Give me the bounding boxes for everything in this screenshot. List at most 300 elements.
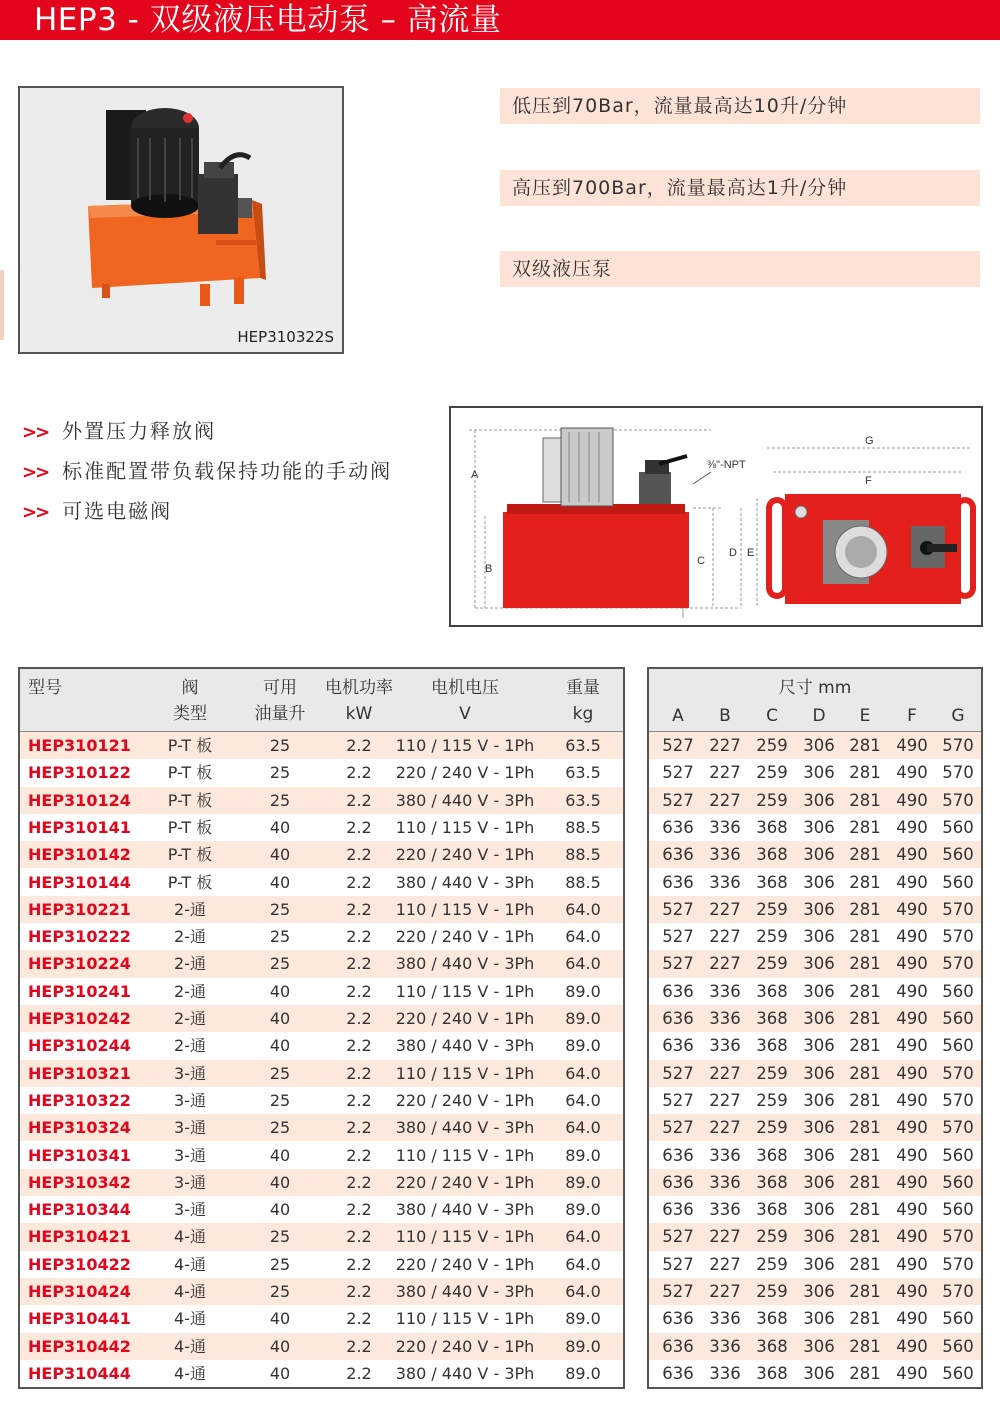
- table-row: [649, 1005, 981, 1032]
- cell-dim-e: 281: [849, 1227, 881, 1247]
- cell-dim-a: 636: [662, 1036, 694, 1056]
- cell-dim-b: 336: [709, 1036, 741, 1056]
- cell-dim-e: 281: [849, 1254, 881, 1274]
- cell-weight: 89.0: [565, 1036, 601, 1056]
- cell-dim-f: 490: [896, 899, 928, 919]
- cell-voltage: 110 / 115 V - 1Ph: [395, 1145, 535, 1165]
- cell-dim-f: 490: [896, 927, 928, 947]
- cell-voltage: 380 / 440 V - 3Ph: [395, 1118, 535, 1138]
- cell-valve: 3-通: [174, 1145, 206, 1165]
- table-row: [649, 1196, 981, 1223]
- cell-dim-b: 336: [709, 1172, 741, 1192]
- cell-dim-g: 560: [942, 1200, 974, 1220]
- cell-dim-b: 227: [709, 1282, 741, 1301]
- cell-power: 2.2: [346, 1118, 372, 1138]
- cell-voltage: 380 / 440 V - 3Ph: [395, 1036, 535, 1056]
- cell-dim-g: 570: [942, 763, 974, 783]
- header-voltage: 电机电压: [431, 678, 499, 698]
- cell-dim-g: 570: [942, 1254, 974, 1274]
- table-row: [649, 950, 981, 977]
- table-row: [20, 814, 623, 841]
- cell-dim-c: 368: [756, 845, 788, 865]
- cell-dim-d: 306: [803, 1145, 835, 1165]
- cell-dim-g: 560: [942, 1036, 974, 1056]
- cell-valve: P-T 板: [167, 763, 213, 783]
- cell-dim-c: 259: [756, 1282, 788, 1301]
- table-row: [20, 896, 623, 923]
- cell-dim-d: 306: [803, 1254, 835, 1274]
- header-power-unit: kW: [345, 704, 373, 724]
- cell-dim-b: 336: [709, 1200, 741, 1220]
- cell-dim-g: 560: [942, 1363, 974, 1383]
- cell-voltage: 110 / 115 V - 1Ph: [395, 1309, 535, 1329]
- cell-dim-b: 227: [709, 1063, 741, 1083]
- cell-model: HEP310224: [28, 954, 131, 974]
- table-row: [649, 896, 981, 923]
- npt-label: ⅜"-NPT: [707, 459, 746, 471]
- cell-model: HEP310441: [28, 1309, 131, 1329]
- pump-photo-illustration: [20, 88, 342, 352]
- cell-power: 2.2: [346, 1227, 372, 1247]
- cell-oil: 25: [269, 1063, 291, 1083]
- cell-dim-f: 490: [896, 1309, 928, 1329]
- cell-dim-c: 259: [756, 736, 788, 755]
- cell-power: 2.2: [346, 790, 372, 810]
- table-row: [20, 1333, 623, 1360]
- cell-oil: 25: [269, 1254, 291, 1274]
- cell-dim-b: 227: [709, 954, 741, 974]
- cell-dim-f: 490: [896, 954, 928, 974]
- cell-valve: 2-通: [174, 1036, 206, 1056]
- cell-model: HEP310324: [28, 1118, 131, 1138]
- table-row: [649, 759, 981, 786]
- bullet-item: [22, 496, 392, 536]
- dimension-header-b: B: [719, 706, 731, 726]
- cell-oil: 40: [269, 1172, 291, 1192]
- cell-valve: 4-通: [174, 1227, 206, 1247]
- title-bar: [0, 0, 1000, 40]
- cell-model: HEP310142: [28, 845, 131, 865]
- table-row: [649, 1305, 981, 1332]
- cell-dim-g: 560: [942, 1336, 974, 1356]
- cell-oil: 25: [269, 1090, 291, 1110]
- dimension-header-f: F: [907, 706, 917, 726]
- table-row: [649, 1060, 981, 1087]
- cell-oil: 25: [269, 1282, 291, 1301]
- cell-dim-f: 490: [896, 1254, 928, 1274]
- cell-dim-c: 368: [756, 1309, 788, 1329]
- cell-dim-e: 281: [849, 1063, 881, 1083]
- cell-power: 2.2: [346, 1200, 372, 1220]
- cell-valve: 2-通: [174, 954, 206, 974]
- cell-dim-a: 527: [662, 1227, 694, 1247]
- cell-dim-g: 570: [942, 790, 974, 810]
- cell-weight: 64.0: [565, 954, 601, 974]
- cell-dim-e: 281: [849, 1200, 881, 1220]
- table-row: [649, 1223, 981, 1250]
- cell-voltage: 220 / 240 V - 1Ph: [395, 1009, 535, 1028]
- cell-power: 2.2: [346, 1309, 372, 1329]
- cell-oil: 40: [269, 1309, 291, 1329]
- cell-dim-d: 306: [803, 845, 835, 865]
- cell-dim-c: 259: [756, 954, 788, 974]
- table-row: [649, 923, 981, 950]
- feature-bullets: [22, 416, 392, 536]
- cell-weight: 88.5: [565, 817, 601, 837]
- cell-weight: 63.5: [565, 736, 601, 755]
- cell-valve: 4-通: [174, 1309, 206, 1329]
- cell-voltage: 110 / 115 V - 1Ph: [395, 1227, 535, 1247]
- cell-dim-b: 336: [709, 1009, 741, 1028]
- dimension-drawing: [451, 408, 981, 625]
- cell-dim-f: 490: [896, 1363, 928, 1383]
- bullet-text: 标准配置带负载保持功能的手动阀: [62, 459, 393, 483]
- cell-dim-b: 336: [709, 817, 741, 837]
- cell-model: HEP310221: [28, 899, 131, 919]
- cell-dim-e: 281: [849, 1009, 881, 1028]
- table-row: [649, 1087, 981, 1114]
- feature-high-pressure: 高压到700Bar，流量最高达1升/分钟: [500, 170, 980, 206]
- cell-oil: 40: [269, 1336, 291, 1356]
- cell-dim-c: 259: [756, 1227, 788, 1247]
- cell-dim-a: 636: [662, 1336, 694, 1356]
- product-photo: [18, 86, 344, 354]
- cell-dim-f: 490: [896, 736, 928, 755]
- cell-dim-d: 306: [803, 817, 835, 837]
- cell-valve: 3-通: [174, 1118, 206, 1138]
- dimension-header-e: E: [859, 706, 871, 726]
- cell-dim-e: 281: [849, 1282, 881, 1301]
- cell-model: HEP310141: [28, 817, 131, 837]
- cell-dim-b: 227: [709, 790, 741, 810]
- table-row: [20, 978, 623, 1005]
- cell-power: 2.2: [346, 817, 372, 837]
- cell-dim-c: 259: [756, 1063, 788, 1083]
- cell-weight: 88.5: [565, 845, 601, 865]
- cell-dim-f: 490: [896, 763, 928, 783]
- cell-weight: 89.0: [565, 1363, 601, 1383]
- cell-dim-d: 306: [803, 736, 835, 755]
- cell-dim-e: 281: [849, 1363, 881, 1383]
- cell-dim-d: 306: [803, 1009, 835, 1028]
- cell-dim-f: 490: [896, 872, 928, 892]
- cell-dim-c: 368: [756, 1336, 788, 1356]
- cell-dim-d: 306: [803, 1090, 835, 1110]
- cell-dim-c: 259: [756, 1254, 788, 1274]
- cell-dim-b: 227: [709, 736, 741, 755]
- cell-weight: 89.0: [565, 1009, 601, 1028]
- cell-dim-a: 527: [662, 1118, 694, 1138]
- cell-dim-d: 306: [803, 899, 835, 919]
- cell-dim-a: 527: [662, 899, 694, 919]
- cell-dim-e: 281: [849, 736, 881, 755]
- cell-valve: 2-通: [174, 981, 206, 1001]
- cell-dim-a: 636: [662, 981, 694, 1001]
- cell-dim-c: 368: [756, 872, 788, 892]
- cell-dim-b: 227: [709, 1254, 741, 1274]
- header-oil: 可用: [263, 678, 297, 698]
- cell-dim-c: 368: [756, 1172, 788, 1192]
- cell-oil: 25: [269, 790, 291, 810]
- cell-weight: 63.5: [565, 763, 601, 783]
- header-weight: 重量: [566, 678, 600, 698]
- bullet-item: [22, 416, 392, 456]
- cell-dim-c: 368: [756, 1200, 788, 1220]
- cell-dim-e: 281: [849, 1118, 881, 1138]
- side-marker: [0, 270, 4, 340]
- table-row: [20, 1169, 623, 1196]
- cell-oil: 25: [269, 954, 291, 974]
- cell-voltage: 110 / 115 V - 1Ph: [395, 1063, 535, 1083]
- cell-model: HEP310342: [28, 1172, 131, 1192]
- cell-power: 2.2: [346, 899, 372, 919]
- table-row: [649, 1142, 981, 1169]
- table-row: [649, 1114, 981, 1141]
- dim-label-a: A: [471, 469, 479, 481]
- cell-valve: P-T 板: [167, 872, 213, 892]
- cell-dim-a: 527: [662, 1063, 694, 1083]
- table-row: [649, 787, 981, 814]
- cell-dim-b: 336: [709, 1145, 741, 1165]
- dim-label-g: G: [865, 435, 874, 447]
- cell-power: 2.2: [346, 1145, 372, 1165]
- cell-dim-d: 306: [803, 872, 835, 892]
- cell-voltage: 110 / 115 V - 1Ph: [395, 736, 535, 755]
- table-row: [649, 869, 981, 896]
- cell-dim-b: 227: [709, 1090, 741, 1110]
- cell-oil: 40: [269, 981, 291, 1001]
- cell-dim-b: 227: [709, 1227, 741, 1247]
- cell-dim-f: 490: [896, 1118, 928, 1138]
- cell-dim-b: 336: [709, 981, 741, 1001]
- cell-dim-b: 227: [709, 927, 741, 947]
- table-row: [20, 1060, 623, 1087]
- dimension-header-a: A: [672, 706, 684, 726]
- cell-voltage: 110 / 115 V - 1Ph: [395, 817, 535, 837]
- cell-dim-c: 259: [756, 790, 788, 810]
- cell-dim-a: 636: [662, 845, 694, 865]
- cell-voltage: 380 / 440 V - 3Ph: [395, 954, 535, 974]
- cell-dim-a: 527: [662, 1090, 694, 1110]
- cell-valve: 3-通: [174, 1172, 206, 1192]
- cell-dim-f: 490: [896, 790, 928, 810]
- cell-dim-e: 281: [849, 1172, 881, 1192]
- dim-label-d: D: [729, 547, 737, 559]
- cell-power: 2.2: [346, 845, 372, 865]
- cell-dim-g: 570: [942, 927, 974, 947]
- dimension-table-header: [649, 669, 981, 732]
- cell-dim-d: 306: [803, 981, 835, 1001]
- table-row: [649, 1360, 981, 1387]
- cell-valve: P-T 板: [167, 790, 213, 810]
- header-power: 电机功率: [325, 678, 393, 698]
- cell-power: 2.2: [346, 1172, 372, 1192]
- cell-valve: 4-通: [174, 1363, 206, 1383]
- cell-voltage: 380 / 440 V - 3Ph: [395, 1200, 535, 1220]
- cell-dim-a: 527: [662, 927, 694, 947]
- cell-dim-a: 527: [662, 1254, 694, 1274]
- cell-power: 2.2: [346, 1336, 372, 1356]
- cell-dim-f: 490: [896, 1145, 928, 1165]
- dim-label-c: C: [697, 555, 705, 567]
- cell-dim-d: 306: [803, 954, 835, 974]
- feature-low-pressure: 低压到70Bar，流量最高达10升/分钟: [500, 88, 980, 124]
- cell-dim-c: 368: [756, 1145, 788, 1165]
- cell-model: HEP310321: [28, 1063, 131, 1083]
- cell-dim-f: 490: [896, 1282, 928, 1301]
- cell-dim-d: 306: [803, 1227, 835, 1247]
- cell-dim-f: 490: [896, 1172, 928, 1192]
- cell-power: 2.2: [346, 954, 372, 974]
- table-row: [20, 1114, 623, 1141]
- cell-dim-a: 636: [662, 1172, 694, 1192]
- cell-oil: 40: [269, 845, 291, 865]
- cell-weight: 64.0: [565, 1118, 601, 1138]
- cell-dim-e: 281: [849, 845, 881, 865]
- cell-model: HEP310121: [28, 736, 131, 755]
- table-row: [20, 1251, 623, 1278]
- cell-dim-b: 336: [709, 872, 741, 892]
- cell-dim-g: 570: [942, 1090, 974, 1110]
- cell-dim-f: 490: [896, 1090, 928, 1110]
- table-row: [20, 869, 623, 896]
- cell-power: 2.2: [346, 1063, 372, 1083]
- cell-oil: 40: [269, 1363, 291, 1383]
- cell-dim-a: 636: [662, 817, 694, 837]
- cell-voltage: 220 / 240 V - 1Ph: [395, 927, 535, 947]
- table-row: [20, 1142, 623, 1169]
- cell-model: HEP310444: [28, 1363, 131, 1383]
- cell-dim-d: 306: [803, 790, 835, 810]
- cell-dim-f: 490: [896, 1227, 928, 1247]
- cell-dim-f: 490: [896, 817, 928, 837]
- cell-dim-b: 336: [709, 1336, 741, 1356]
- cell-dim-d: 306: [803, 1063, 835, 1083]
- table-row: [20, 787, 623, 814]
- cell-power: 2.2: [346, 1282, 372, 1301]
- cell-oil: 25: [269, 899, 291, 919]
- cell-weight: 89.0: [565, 1172, 601, 1192]
- cell-oil: 25: [269, 1227, 291, 1247]
- cell-dim-d: 306: [803, 1172, 835, 1192]
- table-row: [20, 732, 623, 759]
- cell-dim-d: 306: [803, 927, 835, 947]
- cell-oil: 40: [269, 872, 291, 892]
- chevron-icon: >>: [22, 462, 49, 483]
- dimension-header-d: D: [812, 706, 826, 726]
- cell-dim-b: 336: [709, 1309, 741, 1329]
- cell-dim-a: 527: [662, 736, 694, 755]
- cell-dim-c: 368: [756, 1363, 788, 1383]
- cell-voltage: 380 / 440 V - 3Ph: [395, 1282, 535, 1301]
- table-row: [20, 1305, 623, 1332]
- cell-valve: 4-通: [174, 1336, 206, 1356]
- cell-model: HEP310341: [28, 1145, 131, 1165]
- cell-voltage: 220 / 240 V - 1Ph: [395, 845, 535, 865]
- table-row: [649, 1032, 981, 1059]
- cell-model: HEP310144: [28, 872, 131, 892]
- cell-dim-f: 490: [896, 1009, 928, 1028]
- cell-voltage: 220 / 240 V - 1Ph: [395, 1090, 535, 1110]
- cell-power: 2.2: [346, 736, 372, 755]
- cell-dim-a: 527: [662, 1282, 694, 1301]
- header-valve: 阀: [181, 678, 199, 698]
- header-voltage-unit: V: [459, 704, 471, 724]
- cell-dim-e: 281: [849, 1336, 881, 1356]
- cell-dim-g: 560: [942, 1009, 974, 1028]
- table-row: [649, 1333, 981, 1360]
- cell-dim-e: 281: [849, 1309, 881, 1329]
- cell-valve: P-T 板: [167, 845, 213, 865]
- cell-valve: 4-通: [174, 1254, 206, 1274]
- cell-dim-g: 560: [942, 981, 974, 1001]
- feature-two-stage: 双级液压泵: [500, 251, 980, 287]
- cell-oil: 40: [269, 1009, 291, 1028]
- cell-dim-e: 281: [849, 954, 881, 974]
- cell-weight: 88.5: [565, 872, 601, 892]
- cell-valve: 2-通: [174, 1009, 206, 1028]
- table-row: [20, 1087, 623, 1114]
- cell-model: HEP310222: [28, 927, 131, 947]
- cell-dim-b: 336: [709, 1363, 741, 1383]
- cell-dim-a: 636: [662, 1309, 694, 1329]
- cell-voltage: 110 / 115 V - 1Ph: [395, 899, 535, 919]
- cell-voltage: 220 / 240 V - 1Ph: [395, 1172, 535, 1192]
- photo-caption: HEP310322S: [237, 328, 334, 346]
- cell-weight: 89.0: [565, 1200, 601, 1220]
- dim-label-f: F: [865, 475, 872, 487]
- cell-dim-a: 527: [662, 763, 694, 783]
- cell-power: 2.2: [346, 763, 372, 783]
- cell-model: HEP310422: [28, 1254, 131, 1274]
- cell-dim-c: 259: [756, 1118, 788, 1138]
- cell-power: 2.2: [346, 927, 372, 947]
- cell-power: 2.2: [346, 1254, 372, 1274]
- cell-dim-a: 636: [662, 1009, 694, 1028]
- header-model: 型号: [28, 678, 62, 698]
- cell-voltage: 220 / 240 V - 1Ph: [395, 763, 535, 783]
- cell-dim-e: 281: [849, 817, 881, 837]
- header-valve-type: 类型: [173, 704, 207, 724]
- dimension-header-g: G: [951, 706, 965, 726]
- header-oil-unit: 油量升: [254, 704, 306, 724]
- cell-valve: 2-通: [174, 899, 206, 919]
- cell-weight: 64.0: [565, 927, 601, 947]
- table-row: [649, 1251, 981, 1278]
- table-row: [20, 923, 623, 950]
- cell-dim-f: 490: [896, 1336, 928, 1356]
- cell-valve: 3-通: [174, 1200, 206, 1220]
- cell-dim-g: 570: [942, 736, 974, 755]
- cell-oil: 40: [269, 1145, 291, 1165]
- cell-dim-d: 306: [803, 1200, 835, 1220]
- cell-dim-g: 560: [942, 1145, 974, 1165]
- cell-dim-g: 560: [942, 1172, 974, 1192]
- cell-power: 2.2: [346, 1363, 372, 1383]
- cell-voltage: 380 / 440 V - 3Ph: [395, 790, 535, 810]
- cell-dim-c: 259: [756, 899, 788, 919]
- cell-weight: 64.0: [565, 1090, 601, 1110]
- cell-power: 2.2: [346, 981, 372, 1001]
- dim-label-e: E: [747, 547, 755, 559]
- cell-valve: P-T 板: [167, 817, 213, 837]
- cell-oil: 25: [269, 927, 291, 947]
- cell-dim-d: 306: [803, 1309, 835, 1329]
- cell-weight: 64.0: [565, 1227, 601, 1247]
- cell-voltage: 380 / 440 V - 3Ph: [395, 1363, 535, 1383]
- bullet-item: [22, 456, 392, 496]
- table-row: [649, 1278, 981, 1305]
